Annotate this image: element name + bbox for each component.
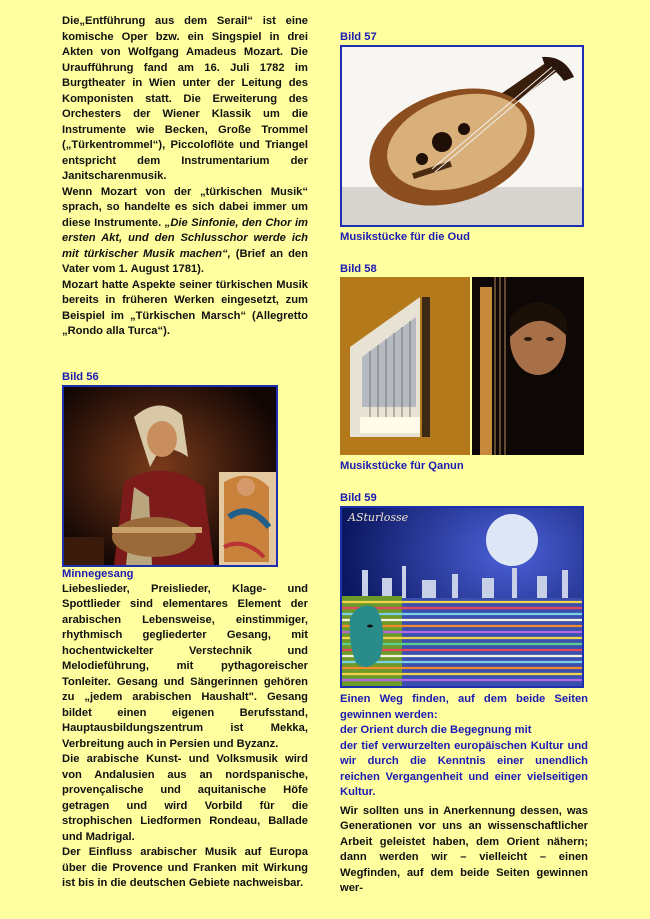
- intro-paragraph: Die„Entführung aus dem Serail“ ist eine komische Oper bzw. ein Singspiel in drei Akten von Wolfgang Amadeus Mozart. Die Uraufführung fand am 16. Juli 1782 im Burgtheater in Wien unter der Leitung des Komponisten statt. Die Erweiterung des Orchesters der Wiener Klassik um die Instrumente wie Becken, Große Trommel („Türkentrommel“), Piccoloflöte und Triangel entspricht dem Instrumentarium der Janitscharenmusik.: [62, 15, 308, 182]
- minnegesang-image: [62, 385, 278, 567]
- orient-painting: [340, 506, 584, 688]
- figure-label-57: Bild 57: [340, 31, 377, 43]
- left-column: [62, 14, 308, 892]
- marsch-paragraph: Mozart hatte Aspekte seiner türkischen Musik bereits in früheren Werken eingesetzt, zum Beispiel im „Türkischen Marsch“ (Allegretto „Rondo alla Turca“).: [62, 278, 308, 337]
- mozart-quote: „Die Sinfonie, den Chor im ersten Akt, und den Schlusschor werde ich mit türkischer Musik machen“,: [62, 216, 308, 260]
- liebeslieder-paragraph: Liebeslieder, Preislieder, Klage- und Spottlieder sind elementares Element der arabischen Lebensweise, einstimmiger, rhythmisch gegliederter Gesang, mit hochentwickelter Verstechnik und Melodieführung, mit pythagoreischer Tonleiter. Gesang und Sängerinnen gehören zu „jedem arabischen Haushalt". Gesang bildet einen eigenen Berufsstand, Hauptausbildungszentrum ist Mekka, Verbreitung auch in Persien und Byzanz.: [62, 582, 308, 750]
- weg-caption: Einen Weg finden, auf dem beide Seiten gewinnen werden: der Orient durch die Begegnung mit der tief verwurzelten europäischen Kultur und wir durch die Kenntnis einer unendlich reichen Vergangenheit und einer vielseitigen Kultur.: [340, 693, 588, 798]
- oud-image: [340, 45, 584, 227]
- mozart-paragraph: [62, 185, 308, 278]
- minnegesang-caption: Minnegesang: [62, 567, 134, 580]
- painting-signature: ASturlosse: [348, 511, 409, 524]
- figure-label-58: Bild 58: [340, 263, 377, 275]
- mozart-source: (Brief an den Vater vom 1. August 1781).: [62, 247, 308, 275]
- einfluss-paragraph: Der Einfluss arabischer Musik auf Europa über die Provence und Franken mit Wirkung ist bis in die deutschen Gebiete nachweisbar.: [62, 846, 308, 889]
- kunstmusik-paragraph: Die arabische Kunst- und Volksmusik wird von Andalusien aus an nordspanische, provençalische und aquitanische Höfe getragen und wird Vorbild für die strophischen Liedformen Rondeau, Ballade und Madrigal.: [62, 753, 308, 843]
- closing-paragraph: Wir sollten uns in Anerkennung dessen, was Generationen vor uns an wissenschaftlicher Arbeit geleistet haben, dem Orient nähern; dann werden wir – vielleicht – einen Wegfinden, auf dem beide Seiten gewinnen wer-: [340, 804, 588, 894]
- mozart-text: Wenn Mozart von der „türkischen Musik“ sprach, so handelte es sich dabei immer um diese Instrumente.: [62, 185, 308, 229]
- oud-caption: Musikstücke für die Oud: [340, 231, 470, 243]
- qanun-image: [340, 277, 584, 455]
- figure-label-59: Bild 59: [340, 492, 377, 504]
- qanun-caption: Musikstücke für Qanun: [340, 460, 464, 472]
- right-column: [340, 30, 588, 897]
- figure-label-56: Bild 56: [62, 370, 99, 383]
